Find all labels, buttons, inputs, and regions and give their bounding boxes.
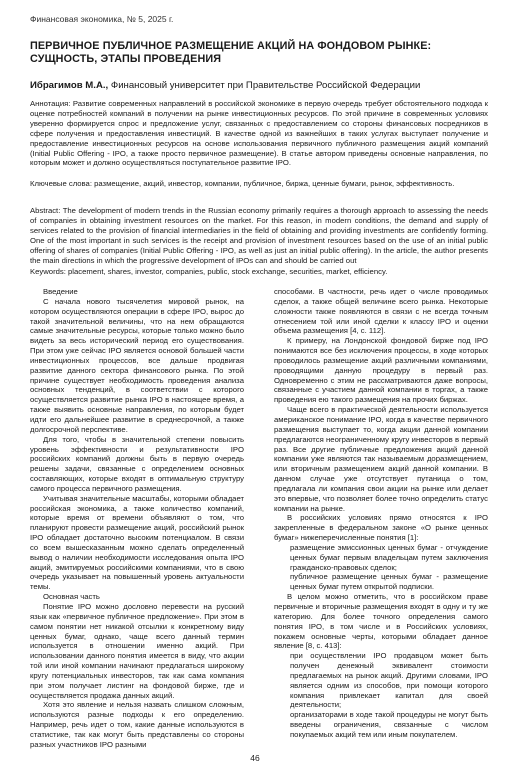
abstract-ru: Аннотация: Развитие современных направлений в российской экономике в первую очередь требует обстоятельного подхода к оценке потребностей компаний в получении на рынке инвестиционных ресурсов. По этой причине в современных условиях уверенно формируется спрос и предложение услуг, связанных с предоставлением со стороны финансовых посредников в сфере получения и предоставления инвестиций. В качестве одной из важнейших в таких услугах выступает получение и предоставление инвестиционных ресурсов на основе использования первичного публичного размещения акций компаний (Initial Public Offering - IPO, а также просто первичное размещение). В статье автором приведены основные направления, по которым может и должно осуществляться поступательное развитие IPO. (30, 99, 488, 168)
definition-item: публичное размещение ценных бумаг - размещение ценных бумаг путем открытой подписки. (290, 572, 488, 592)
abstract-en: Abstract: The development of modern trends in the Russian economy primarily requires a thorough approach to assessing the needs of companies in obtaining investment resources on the market. For this reason, in modern conditions, the demand and supply of services related to the provision of financial intermediaries in the field of obtaining and providing investments are confidently forming. One of the most important in such services is the receipt and provision of investment resources based on the use of an initial public offering of shares of companies (Initial Public Offering - IPO, as well as just an initial public offering). In the article, the author presents the main directions in which the progressive development of IPOs can and should be carried out (30, 206, 488, 265)
author-affiliation: Финансовый университет при Правительстве Российской Федерации (108, 80, 421, 91)
author-line (30, 80, 490, 92)
definition-item: размещение эмиссионных ценных бумаг - отчуждение ценных бумаг первым владельцам путем заключения гражданско-правовых сделок; (290, 542, 488, 572)
body-column-right (274, 287, 488, 740)
body-paragraph: В целом можно отметить, что в российском праве первичные и вторичные размещения входят в одну и ту же категорию. Для более точного определения самого понятия IPO, в том числе и в Российских условиях, покажем основные черты, которыми обладает данное явление [8, с. 413]: (274, 592, 488, 651)
body-paragraph: К примеру, на Лондонской фондовой бирже под IPO понимаются все без исключения процессы, в ходе которых проводилось размещение акций различными компаниями, проводящими данную процедуру в первый раз. Одновременно с этим не рассматриваются даже вопросы, связанные с участием данной компании в торгах, а также проведения ею такого размещения на прочих биржах. (274, 336, 488, 405)
page-number: 46 (250, 753, 260, 763)
body-paragraph: С начала нового тысячелетия мировой рынок, на котором осуществляются операции в сфере IPO, вырос до такой значительной величины, что на нем обращаются самые значительные ресурсы, которые только можно было видеть за весь исторический период его существования. При этом уже сейчас IPO является основой большей части инвестиционных процессов, все дальше продвигая развитие данного сектора финансового рынка. По этой причине существует необходимость проведения анализа основных тенденций, в соответствии с которого осуществляется развитие рынка IPO в настоящее время, а также выявить основные направления, по которым будет идти его дальнейшее развитие в среднесрочной, а также долгосрочной перспективе. (30, 296, 244, 434)
keywords-en: Keywords: placement, shares, investor, companies, public, stock exchange, securities, market, efficiency. (30, 267, 388, 276)
body-column-left (30, 287, 244, 750)
body-paragraph: Для того, чтобы в значительной степени повысить уровень эффективности и результативности IPO российских компаний должны быть в первую очередь решены задачи, связанные с определением основных составляющих, которые входят в оптимальную структуру самого процесса первичного размещения. (30, 434, 244, 493)
keywords-ru: Ключевые слова: размещение, акций, инвестор, компании, публичное, биржа, ценные бумаги, рынок, эффективность. (30, 179, 455, 188)
author-name: Ибрагимов М.А., (30, 80, 109, 91)
body-paragraph: Учитывая значительные масштабы, которыми обладает российская экономика, а также количество компаний, которые время от времени объявляют о том, что планируют провести размещение акций, российский рынок IPO обладает достаточно высоким потенциалом. В связи со всем вышесказанным можно сделать определенный вывод о наличии необходимости исследования опыта IPO акций, эмитируемых российскими компаниями, что в свою очередь указывает на повышенный уровень актуальности темы. (30, 493, 244, 592)
body-paragraph: Хотя это явление и нельзя назвать слишком сложным, используются разные подходы к его определению. Например, речь идет о том, какие данные используются в статистике, так как могут быть представлены со стороны разных участников IPO разными (30, 700, 244, 749)
section-heading-introduction: Введение (43, 287, 78, 296)
section-heading-main: Основная часть (43, 592, 100, 602)
body-paragraph: В российских условиях прямо относятся к IPO закрепленные в федеральном законе «О рынке ценных бумаг» нижеперечисленные понятия [1]: (274, 513, 488, 543)
body-paragraph: Понятие IPO можно дословно перевести на русский язык как «первичное публичное предложение». При этом в самом понятии нет никакой отсылки к конкретному виду ценных бумаг, однако, чаще всего данный термин используется в отношении именно акций. При использовании данного понятия имеется в виду, что акции той или иной компании начинают предлагаться широкому кругу потенциальных инвесторов, так как сама компания при этом получает листинг на фондовой бирже, где и осуществляется продажа данных акций. (30, 602, 244, 700)
list-item: организаторами в ходе такой процедуры не могут быть введены ограничения, связанные с числом покупаемых акций тем или иным покупателем. (290, 710, 488, 739)
body-paragraph: Чаще всего в практической деятельности используется американское понимание IPO, когда в качестве первичного размещения выступает то, когда акции данной компании предлагаются неограниченному кругу инвесторов в первый раз. Все другие публичные предложения акций данной компании уже являются так называемым доразмещением, или вторичным размещением акций данной компании. В данном случае уже отсутствует путаница о том, предлагала ли компания свои акции на рынке или делает это впервые, что позволяет более точно определить статус компании на рынке. (274, 405, 488, 513)
journal-header: Финансовая экономика, № 5, 2025 г. (30, 14, 174, 24)
article-title: ПЕРВИЧНОЕ ПУБЛИЧНОЕ РАЗМЕЩЕНИЕ АКЦИЙ НА ФОНДОВОМ РЫНКЕ: СУЩНОСТЬ, ЭТАПЫ ПРОВЕДЕНИЯ (30, 40, 432, 65)
body-paragraph-continued: способами. В частности, речь идет о числе проводимых сделок, а также общей величине всего рынка. Некоторые сложности также появляются в связи с не всегда точным отнесением той или иной сделки к классу IPO и оценки объема размещения [4, с. 112]. (274, 287, 488, 336)
list-item: при осуществлении IPO продавцом может быть получен денежный эквивалент стоимости предлагаемых на рынок акций. Другими словами, IPO является одним из способов, при помощи которого компания привлекает капитал для своей деятельности; (290, 651, 488, 710)
